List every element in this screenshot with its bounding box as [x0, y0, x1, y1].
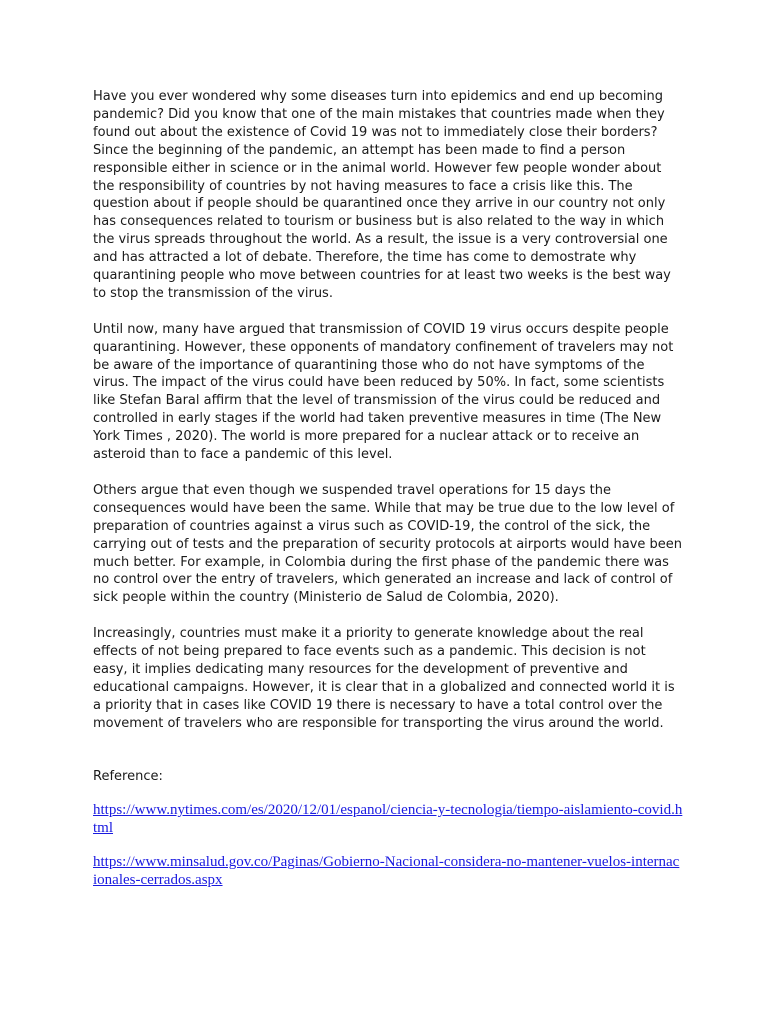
paragraph-intro: Have you ever wondered why some diseases turn into epidemics and end up becoming pandemic? Did you know that one of the main mistakes that countries made when they found out about the existence of Covid 19 was not to immediately close their borders? Since the beginning of the pandemic, an attempt has been made to find a person responsible either in science or in the animal world. However few people wonder about the responsibility of countries by not having measures to face a crisis like this. The question about if people should be quarantined once they arrive in our country not only has consequences related to tourism or business but is also related to the way in which the virus spreads throughout the world. As a result, the issue is a very controversial one and has attracted a lot of debate. Therefore, the time has come to demostrate why quarantining people who move between countries for at least two weeks is the best way to stop the transmission of the virus.: [93, 89, 671, 301]
document-body: [93, 88, 683, 906]
reference-heading: Reference:: [93, 768, 163, 784]
paragraph-counterargument-2: Others argue that even though we suspended travel operations for 15 days the consequences would have been the same. While that may be true due to the low level of preparation of countries against a virus such as COVID-19, the control of the sick, the carrying out of tests and the preparation of security protocols at airports would have been much better. For example, in Colombia during the first phase of the pandemic there was no control over the entry of travelers, which generated an increase and lack of control of sick people within the country (Ministerio de Salud de Colombia, 2020).: [93, 482, 683, 606]
paragraph-counterargument-1: Until now, many have argued that transmission of COVID 19 virus occurs despite people quarantining. However, these opponents of mandatory confinement of travelers may not be aware of the importance of quarantining those who do not have symptoms of the virus. The impact of the virus could have been reduced by 50%. In fact, some scientists like Stefan Baral affirm that the level of transmission of the virus could be reduced and controlled in early stages if the world had taken preventive measures in time (The New York Times , 2020). The world is more prepared for a nuclear attack or to receive an asteroid than to face a pandemic of this level.: [93, 321, 674, 463]
reference-link-minsalud[interactable]: https://www.minsalud.gov.co/Paginas/Gobierno-Nacional-considera-no-mantener-vuelos-internacionales-cerrados.aspx: [93, 854, 680, 888]
paragraph-conclusion: Increasingly, countries must make it a priority to generate knowledge about the real effects of not being prepared to face events such as a pandemic. This decision is not easy, it implies dedicating many resources for the development of preventive and educational campaigns. However, it is clear that in a globalized and connected world it is a priority that in cases like COVID 19 there is necessary to have a total control over the movement of travelers who are responsible for transporting the virus around the world.: [93, 626, 675, 731]
reference-link-nytimes[interactable]: https://www.nytimes.com/es/2020/12/01/espanol/ciencia-y-tecnologia/tiempo-aislamiento-covid.html: [93, 802, 683, 836]
